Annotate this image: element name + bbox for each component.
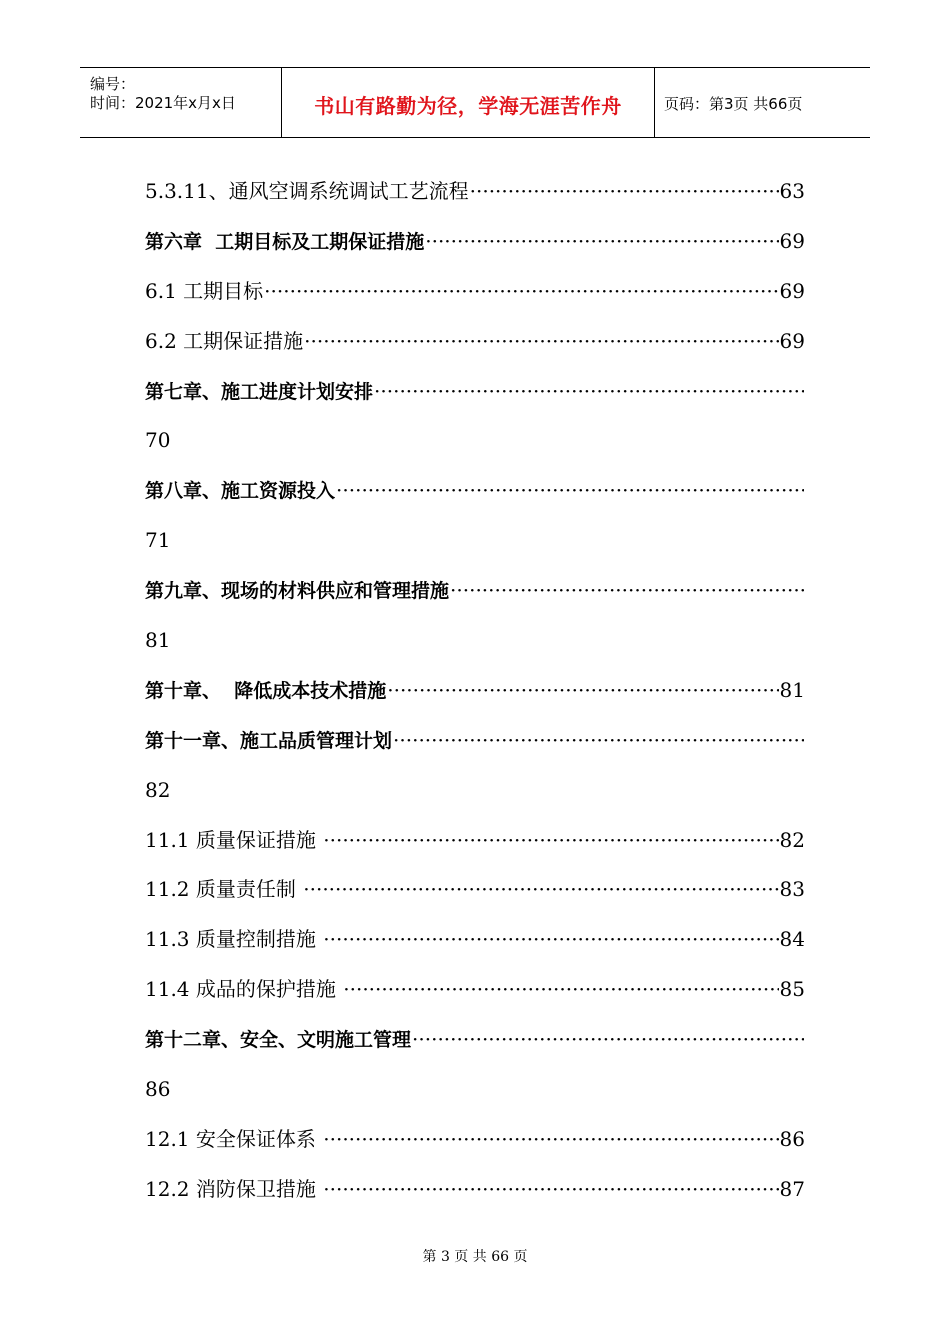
toc-entry[interactable] [145,669,805,719]
page-header [80,67,870,138]
toc-entry-page-number: 69 [779,278,805,303]
toc-entry-title: 5.3.11、通风空调系统调试工艺流程 [145,179,469,203]
toc-entry-page-line [145,769,805,819]
toc-entry[interactable] [145,170,805,220]
toc-entry-row [145,1124,805,1154]
toc-entry-page-number: 82 [779,827,805,852]
toc-entry-title: 11.4 成品的保护措施 [145,977,343,1002]
toc-entry[interactable] [145,719,805,769]
header-motto-cell [281,68,655,137]
toc-entry-row [145,276,805,306]
toc-leader-dots [323,924,778,954]
header-page-info: 页码：第3页 共66页 [664,95,803,113]
toc-entry-title: 第十章、 降低成本技术措施 [145,679,387,702]
toc-entry[interactable] [145,270,805,320]
toc-entry[interactable] [145,220,805,270]
toc-entry-title: 11.3 质量控制措施 [145,927,323,952]
toc-entry-row [145,725,805,755]
toc-entry-row [145,226,805,256]
table-of-contents [145,170,805,1218]
document-time-label: 时间：2021年x月x日 [90,94,236,112]
toc-leader-dots [336,475,804,505]
toc-leader-dots [387,675,778,705]
toc-entry-title: 第十一章、施工品质管理计划 [145,729,393,752]
toc-entry-row [145,176,805,206]
header-meta-cell [80,68,281,137]
toc-entry-row [145,974,805,1004]
toc-leader-dots [303,874,778,904]
toc-entry[interactable] [145,1168,805,1218]
toc-entry-title: 6.2 工期保证措施 [145,328,304,353]
toc-leader-dots [323,825,778,855]
toc-entry-page-number: 81 [145,628,171,653]
toc-entry-title: 6.1 工期目标 [145,278,264,303]
toc-entry-page-line [145,519,805,569]
toc-leader-dots [450,575,804,605]
toc-entry-title: 11.2 质量责任制 [145,877,303,902]
toc-entry-page-number: 70 [145,428,171,453]
toc-entry-row [145,475,805,505]
toc-entry-title: 第八章、施工资源投入 [145,480,336,503]
toc-entry-page-number: 86 [145,1077,171,1102]
toc-entry-page-number: 84 [779,927,805,952]
toc-entry-title: 第六章 工期目标及工期保证措施 [145,230,425,253]
toc-entry-row [145,1024,805,1054]
toc-leader-dots [264,276,778,306]
toc-entry-title: 11.1 质量保证措施 [145,827,323,852]
toc-entry-page-number: 87 [779,1176,805,1201]
toc-entry-title: 12.2 消防保卫措施 [145,1176,323,1201]
toc-entry-page-number: 71 [145,528,171,553]
toc-entry-row [145,675,805,705]
toc-leader-dots [393,725,804,755]
toc-entry[interactable] [145,819,805,869]
toc-leader-dots [323,1174,778,1204]
toc-entry-title: 第九章、现场的材料供应和管理措施 [145,580,450,603]
toc-entry-row [145,924,805,954]
toc-leader-dots [323,1124,778,1154]
toc-entry-title: 12.1 安全保证体系 [145,1126,323,1151]
toc-entry[interactable] [145,569,805,619]
toc-entry-page-line [145,419,805,469]
header-motto: 书山有路勤为径，学海无涯苦作舟 [314,94,622,118]
toc-entry[interactable] [145,868,805,918]
toc-leader-dots [343,974,778,1004]
toc-leader-dots [425,226,778,256]
toc-entry-row [145,874,805,904]
toc-entry-page-number: 69 [779,228,805,253]
toc-leader-dots [374,376,804,406]
toc-entry-page-number: 83 [779,877,805,902]
toc-entry[interactable] [145,968,805,1018]
toc-entry-title: 第七章、施工进度计划安排 [145,380,374,403]
toc-leader-dots [470,176,779,206]
toc-entry[interactable] [145,320,805,370]
toc-entry-row [145,575,805,605]
page-footer: 第 3 页 共 66 页 [422,1249,528,1265]
toc-entry-row [145,376,805,406]
toc-leader-dots [412,1024,804,1054]
document-number-label: 编号： [90,75,136,93]
toc-entry[interactable] [145,918,805,968]
toc-entry[interactable] [145,370,805,420]
toc-entry-page-number: 82 [145,777,171,802]
toc-entry-row [145,326,805,356]
toc-entry-page-number: 69 [779,328,805,353]
header-page-cell [654,68,870,137]
toc-entry-page-number: 86 [779,1126,805,1151]
toc-entry-page-number: 81 [779,677,805,702]
toc-entry-row [145,1174,805,1204]
toc-entry-page-number: 85 [779,977,805,1002]
toc-entry-title: 第十二章、安全、文明施工管理 [145,1029,412,1052]
toc-entry[interactable] [145,469,805,519]
toc-entry-page-number: 63 [779,179,805,203]
toc-leader-dots [304,326,778,356]
toc-entry-page-line [145,1068,805,1118]
toc-entry-row [145,825,805,855]
toc-entry-page-line [145,619,805,669]
toc-entry[interactable] [145,1118,805,1168]
toc-entry[interactable] [145,1018,805,1068]
